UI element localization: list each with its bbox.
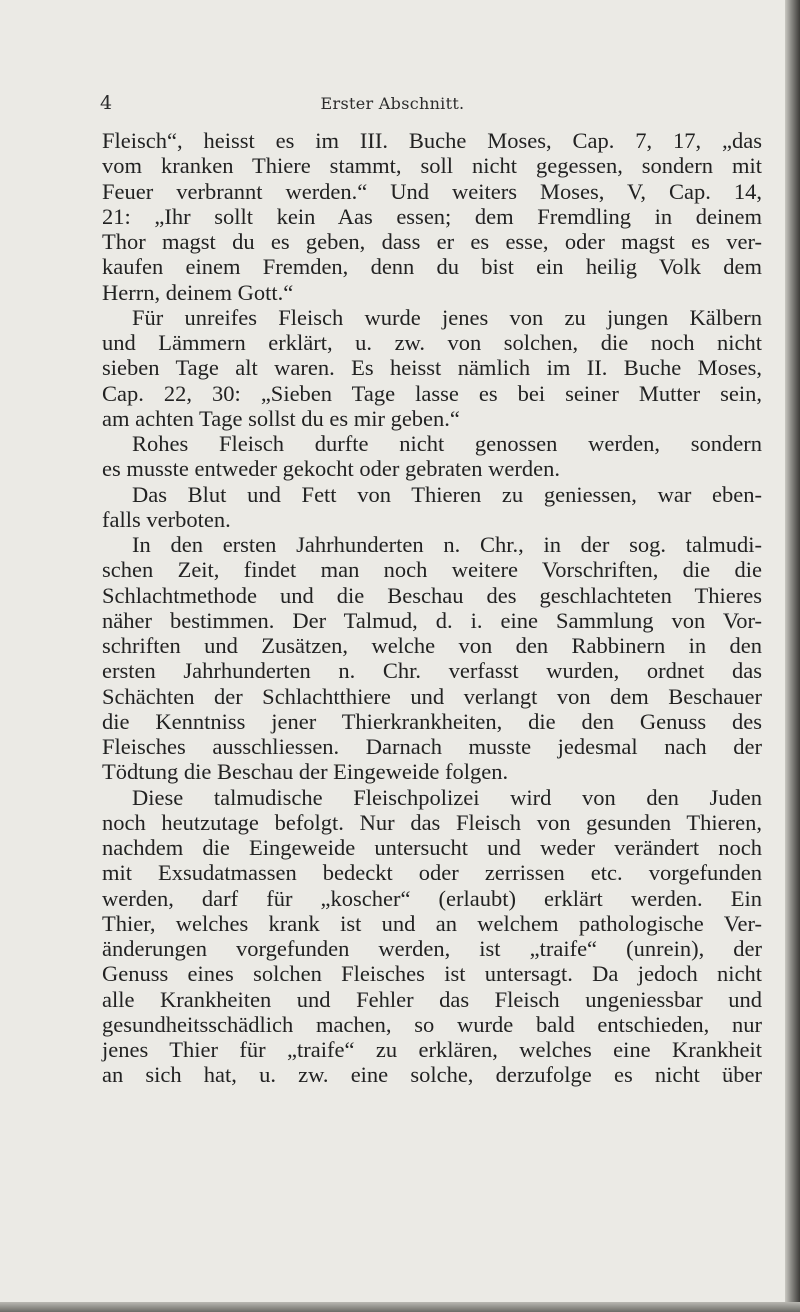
text-line: nachdem die Eingeweide untersucht und weder verändert noch	[102, 835, 762, 860]
text-line: gesundheitsschädlich machen, so wurde bald entschieden, nur	[102, 1011, 762, 1037]
text-line: alle Krankheiten und Fehler das Fleisch ungeniessbar und	[102, 986, 762, 1012]
text-line: und Lämmern erklärt, u. zw. von solchen, die noch nicht	[102, 330, 762, 355]
text-line: schen Zeit, findet man noch weitere Vorschriften, die die	[102, 557, 762, 583]
book-spine-edge	[785, 0, 800, 1312]
text-line: In den ersten Jahrhunderten n. Chr., in der sog. talmudi-	[132, 532, 762, 557]
text-line: falls verboten.	[102, 506, 231, 532]
text-line: es musste entweder gekocht oder gebraten werden.	[102, 456, 560, 482]
text-line: Cap. 22, 30: „Sieben Tage lasse es bei seiner Mutter sein,	[102, 380, 762, 406]
text-line: die Kenntniss jener Thierkrankheiten, die den Genuss des	[102, 708, 762, 734]
text-line: jenes Thier für „traife“ zu erklären, welches eine Krankheit	[102, 1037, 762, 1062]
text-line: noch heutzutage befolgt. Nur das Fleisch von gesunden Thieren,	[102, 809, 762, 835]
text-line: näher bestimmen. Der Talmud, d. i. eine Sammlung von Vor-	[102, 607, 762, 633]
text-line: vom kranken Thiere stammt, soll nicht gegessen, sondern mit	[102, 153, 762, 179]
text-line: Rohes Fleisch durfte nicht genossen werden, sondern	[132, 431, 762, 456]
text-line: sieben Tage alt waren. Es heisst nämlich im II. Buche Moses,	[102, 355, 762, 381]
running-head: Erster Abschnitt.	[320, 94, 465, 113]
body-text	[102, 128, 762, 1088]
text-line: Feuer verbrannt werden.“ Und weiters Moses, V, Cap. 14,	[102, 178, 762, 204]
text-line: schriften und Zusätzen, welche von den Rabbinern in den	[102, 633, 762, 658]
text-line: Schlachtmethode und die Beschau des geschlachteten Thieres	[102, 582, 762, 608]
text-line: ersten Jahrhunderten n. Chr. verfasst wurden, ordnet das	[102, 658, 762, 684]
page-bottom-edge	[0, 1302, 800, 1312]
text-line: kaufen einem Fremden, denn du bist ein heilig Volk dem	[102, 254, 762, 280]
text-line: werden, darf für „koscher“ (erlaubt) erklärt werden. Ein	[102, 885, 762, 911]
text-line: Das Blut und Fett von Thieren zu geniessen, war eben-	[132, 481, 762, 507]
text-line: 21: „Ihr sollt kein Aas essen; dem Fremdling in deinem	[102, 203, 762, 229]
text-line: Schächten der Schlachtthiere und verlangt von dem Beschauer	[102, 683, 762, 709]
page-header	[0, 92, 785, 116]
text-line: mit Exsudatmassen bedeckt oder zerrissen etc. vorgefunden	[102, 860, 762, 886]
text-line: Diese talmudische Fleischpolizei wird von den Juden	[132, 784, 762, 810]
text-line: am achten Tage sollst du es mir geben.“	[102, 405, 460, 431]
text-line: Fleisches ausschliessen. Darnach musste jedesmal nach der	[102, 734, 762, 759]
text-line: Herrn, deinem Gott.“	[102, 279, 294, 305]
page-number: 4	[100, 92, 113, 114]
text-line: an sich hat, u. zw. eine solche, derzufolge es nicht über	[102, 1062, 762, 1088]
text-line: Fleisch“, heisst es im III. Buche Moses, Cap. 7, 17, „das	[102, 128, 762, 153]
text-line: Tödtung die Beschau der Eingeweide folgen.	[102, 759, 509, 785]
text-line: Genuss eines solchen Fleisches ist untersagt. Da jedoch nicht	[102, 961, 762, 987]
text-line: Thor magst du es geben, dass er es esse, oder magst es ver-	[102, 229, 762, 254]
text-line: Thier, welches krank ist und an welchem pathologische Ver-	[102, 910, 762, 936]
text-line: Für unreifes Fleisch wurde jenes von zu jungen Kälbern	[132, 304, 762, 330]
text-line: änderungen vorgefunden werden, ist „traife“ (unrein), der	[102, 936, 762, 961]
